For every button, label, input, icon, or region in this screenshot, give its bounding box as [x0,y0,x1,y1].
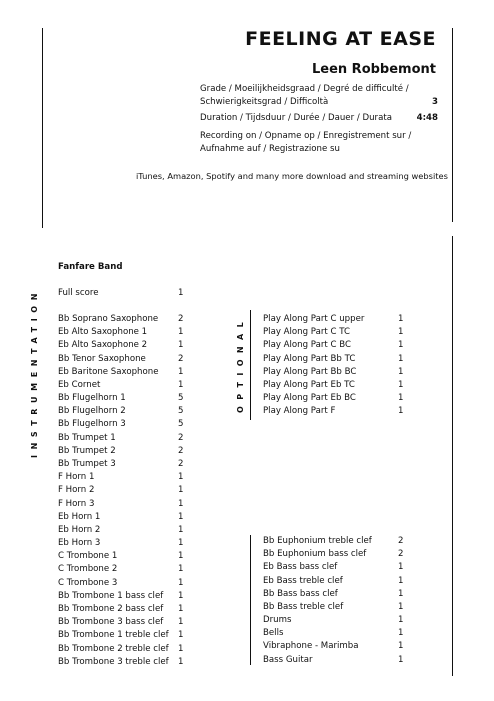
part-row [58,379,188,391]
part-quantity: 5 [178,419,184,430]
part-quantity: 1 [178,630,184,641]
part-name: Play Along Part Bb BC [263,366,357,377]
recording-info [200,130,438,155]
part-name: Bb Flugelhorn 2 [58,406,126,417]
part-row [58,498,188,510]
piece-title: FEELING AT EASE [245,28,436,50]
part-quantity: 1 [178,538,184,549]
section-title: Fanfare Band [58,262,123,272]
part-name: Bb Trumpet 1 [58,432,116,443]
part-quantity: 1 [178,603,184,614]
part-quantity: 1 [398,353,404,364]
part-name: Bb Bass treble clef [263,601,344,612]
part-name: Bells [263,628,284,639]
grade-value: 3 [432,96,438,107]
part-row [58,432,188,444]
part-name: Bb Bass bass clef [263,588,338,599]
part-row [263,614,408,626]
recording-label-line2: Aufnahme auf / Registrazione su [200,143,340,154]
part-quantity: 1 [178,511,184,522]
grade-label-line1: Grade / Moeilijkheidsgraad / Degré de difficulté / [200,84,409,94]
part-row [58,550,188,562]
part-name: Play Along Part F [263,406,336,417]
part-quantity: 2 [398,536,404,546]
part-name: Eb Horn 3 [58,538,101,549]
part-name: F Horn 2 [58,485,95,496]
part-row [58,524,188,536]
part-quantity: 1 [178,590,184,601]
part-name: Bb Tenor Saxophone [58,353,146,364]
part-quantity: 1 [178,577,184,588]
part-quantity: 5 [178,406,184,417]
part-quantity: 1 [178,524,184,535]
part-name: Eb Horn 2 [58,524,101,535]
part-row [263,339,408,351]
part-quantity: 2 [178,314,184,324]
part-name: Eb Baritone Saxophone [58,366,159,377]
part-quantity: 1 [178,551,184,562]
part-quantity: 1 [398,575,404,586]
part-row [263,405,408,417]
part-name: Bb Trumpet 2 [58,445,116,456]
part-name: C Trombone 3 [58,577,118,588]
part-quantity: 1 [178,327,184,338]
part-name: Play Along Part Eb BC [263,393,356,404]
part-quantity: 1 [398,327,404,338]
part-row [263,535,408,547]
part-quantity: 1 [398,641,404,652]
part-name: Play Along Part C TC [263,327,350,338]
part-row [263,588,408,600]
part-row [263,654,408,666]
part-name: Eb Alto Saxophone 1 [58,327,148,338]
part-quantity: 1 [398,654,404,665]
part-name: Bb Trombone 3 bass clef [58,617,164,628]
part-row [263,548,408,560]
part-quantity: 2 [178,432,184,443]
low-parts-divider-rule [250,535,251,665]
part-name: Play Along Part Bb TC [263,353,356,364]
part-row [58,563,188,575]
part-name: F Horn 1 [58,472,95,483]
part-quantity: 1 [178,498,184,509]
part-row [58,643,188,655]
part-quantity: 1 [178,656,184,667]
part-quantity: 1 [398,340,404,351]
part-name: Vibraphone - Marimba [263,641,359,652]
part-row [58,313,188,325]
right-vertical-rule-bottom [452,236,453,676]
grade-label-line2: Schwierigkeitsgrad / Difficoltà [200,96,329,107]
part-quantity: 2 [178,445,184,456]
part-quantity: 2 [398,549,404,560]
part-row [263,366,408,378]
part-row [58,458,188,470]
part-quantity: 1 [398,615,404,626]
optional-label: OPTIONAL [236,315,245,413]
part-row [58,339,188,351]
part-quantity: 1 [398,588,404,599]
instrumentation-label: INSTRUMENTATION [30,287,39,458]
full-score-row [58,287,188,299]
part-name: Bb Trombone 2 bass clef [58,603,164,614]
duration-value: 4:48 [416,113,438,123]
part-quantity: 1 [178,485,184,496]
part-name: Drums [263,615,292,626]
grade-info [200,83,438,108]
part-row [58,392,188,404]
part-name: Bass Guitar [263,654,313,665]
part-row [58,445,188,457]
part-row [58,405,188,417]
part-quantity: 1 [398,601,404,612]
part-quantity: 1 [398,562,404,573]
part-name: Bb Euphonium bass clef [263,549,367,560]
part-name: Full score [58,288,99,298]
part-quantity: 1 [178,288,184,298]
part-row [58,537,188,549]
part-row [58,603,188,615]
part-name: Eb Bass treble clef [263,575,343,586]
part-row [263,627,408,639]
part-row [58,471,188,483]
part-row [58,590,188,602]
part-name: Play Along Part Eb TC [263,379,355,390]
part-quantity: 1 [178,472,184,483]
part-row [263,353,408,365]
part-row [58,484,188,496]
part-quantity: 1 [398,628,404,639]
part-quantity: 1 [178,340,184,351]
part-row [263,379,408,391]
part-quantity: 2 [178,458,184,469]
part-row [263,313,408,325]
part-quantity: 1 [398,366,404,377]
part-row [58,629,188,641]
duration-label: Duration / Tijdsduur / Durée / Dauer / Durata [200,113,392,123]
part-quantity: 1 [178,366,184,377]
part-row [58,353,188,365]
part-row [58,656,188,668]
part-name: Bb Euphonium treble clef [263,536,372,546]
part-name: Eb Horn 1 [58,511,101,522]
part-quantity: 1 [398,393,404,404]
duration-info [200,112,438,125]
part-name: Bb Trombone 2 treble clef [58,643,169,654]
part-row [263,392,408,404]
part-quantity: 1 [398,314,404,324]
composer-name: Leen Robbemont [311,62,436,77]
part-row [263,640,408,652]
part-name: Bb Trumpet 3 [58,458,116,469]
part-quantity: 1 [178,379,184,390]
part-row [58,616,188,628]
part-row [58,326,188,338]
part-name: Bb Flugelhorn 1 [58,393,126,404]
recording-label-line1: Recording on / Opname op / Enregistrement sur / [200,131,412,141]
part-quantity: 1 [398,379,404,390]
part-row [263,561,408,573]
right-vertical-rule-top [452,28,453,222]
stores-list: iTunes, Amazon, Spotify and many more download and streaming websites [136,171,448,181]
part-row [58,511,188,523]
part-name: Bb Trombone 1 bass clef [58,590,164,601]
part-name: C Trombone 2 [58,564,118,575]
left-vertical-rule [42,28,43,228]
part-row [58,577,188,589]
part-row [58,366,188,378]
part-name: Play Along Part C upper [263,314,365,324]
part-name: Bb Flugelhorn 3 [58,419,126,430]
part-name: Eb Bass bass clef [263,562,338,573]
part-name: Eb Cornet [58,379,101,390]
part-quantity: 1 [178,564,184,575]
part-quantity: 2 [178,353,184,364]
part-quantity: 1 [178,617,184,628]
part-name: Bb Trombone 1 treble clef [58,630,169,641]
part-row [58,418,188,430]
part-name: Bb Trombone 3 treble clef [58,656,169,667]
part-quantity: 1 [178,643,184,654]
part-quantity: 5 [178,393,184,404]
part-row [263,575,408,587]
part-quantity: 1 [398,406,404,417]
optional-divider-rule [250,310,251,420]
part-name: Eb Alto Saxophone 2 [58,340,148,351]
part-name: F Horn 3 [58,498,95,509]
part-name: C Trombone 1 [58,551,118,562]
part-row [263,326,408,338]
part-name: Play Along Part C BC [263,340,351,351]
part-row [263,601,408,613]
part-name: Bb Soprano Saxophone [58,314,159,324]
